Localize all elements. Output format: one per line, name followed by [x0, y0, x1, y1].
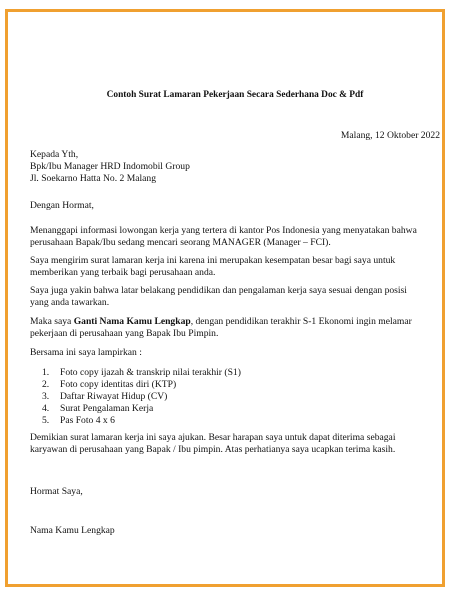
- recipient-line: Bpk/Ibu Manager HRD Indomobil Group: [30, 161, 190, 172]
- list-item: [42, 367, 241, 379]
- paragraph-line: pekerjaan di perusahaan yang Bapak Ibu Pimpin.: [30, 328, 219, 339]
- signoff-text: Hormat Saya,: [30, 486, 83, 497]
- letter-title: Contoh Surat Lamaran Pekerjaan Secara Sederhana Doc & Pdf: [106, 90, 364, 100]
- applicant-name-placeholder: Ganti Nama Kamu Lengkap: [73, 316, 191, 327]
- attachments-intro: [30, 347, 440, 359]
- paragraph-1: [30, 225, 440, 249]
- list-text: Surat Pengalaman Kerja: [60, 403, 154, 414]
- list-text: Foto copy identitas diri (KTP): [60, 379, 177, 390]
- paragraph-line: Saya juga yakin bahwa latar belakang pendidikan dan pengalaman kerja saya sesuai dengan posisi: [30, 285, 407, 296]
- list-number: 2.: [42, 379, 50, 390]
- greeting: [30, 200, 440, 212]
- paragraph-line: Menanggapi informasi lowongan kerja yang tertera di kantor Pos Indonesia yang menyatakan bahwa: [30, 225, 417, 236]
- list-text: Pas Foto 4 x 6: [60, 415, 115, 426]
- paragraph-line: [30, 316, 440, 328]
- para4-suffix: , dengan pendidikan terakhir S-1 Ekonomi ingin melamar: [190, 316, 412, 327]
- attachments-intro-text: Bersama ini saya lampirkan :: [30, 347, 142, 358]
- list-item: [42, 403, 241, 415]
- para4-prefix: Maka saya: [30, 316, 74, 327]
- paragraph-line: Demikian surat lamaran kerja ini saya ajukan. Besar harapan saya untuk dapat diterima sebagai: [30, 432, 396, 443]
- closing-paragraph: [30, 432, 440, 456]
- list-number: 5.: [42, 415, 50, 426]
- paragraph-line: karyawan di perusahaan yang Bapak / Ibu pimpin. Atas perhatianya saya ucapkan terima kasih.: [30, 444, 396, 455]
- letter-frame: [5, 9, 445, 587]
- paragraph-line: Saya mengirim surat lamaran kerja ini karena ini merupakan kesempatan besar bagi saya untuk: [30, 255, 396, 266]
- paragraph-line: memberikan yang terbaik bagi perusahaan anda.: [30, 267, 216, 278]
- list-item: [42, 415, 241, 427]
- list-number: 1.: [42, 367, 50, 378]
- list-item: [42, 391, 241, 403]
- letter-date: Malang, 12 Oktober 2022: [340, 130, 440, 141]
- recipient-block: [30, 149, 440, 185]
- list-number: 4.: [42, 403, 50, 414]
- paragraph-3: [30, 285, 440, 309]
- recipient-line: Kepada Yth,: [30, 149, 79, 160]
- paragraph-line: yang anda tawarkan.: [30, 297, 110, 308]
- paragraph-line: perusahaan Bapak/Ibu sedang mencari seorang MANAGER (Manager – FCI).: [30, 237, 331, 248]
- recipient-line: Jl. Soekarno Hatta No. 2 Malang: [30, 173, 157, 184]
- list-text: Foto copy ijazah & transkrip nilai terakhir (S1): [60, 367, 241, 378]
- list-text: Daftar Riwayat Hidup (CV): [60, 391, 168, 402]
- paragraph-4: [30, 316, 440, 340]
- paragraph-2: [30, 255, 440, 279]
- signature-name-text: Nama Kamu Lengkap: [30, 525, 115, 536]
- signature-name: [30, 525, 440, 537]
- signoff: [30, 486, 440, 498]
- greeting-text: Dengan Hormat,: [30, 200, 94, 211]
- list-item: [42, 379, 241, 391]
- attachments-list: [42, 367, 241, 427]
- list-number: 3.: [42, 391, 50, 402]
